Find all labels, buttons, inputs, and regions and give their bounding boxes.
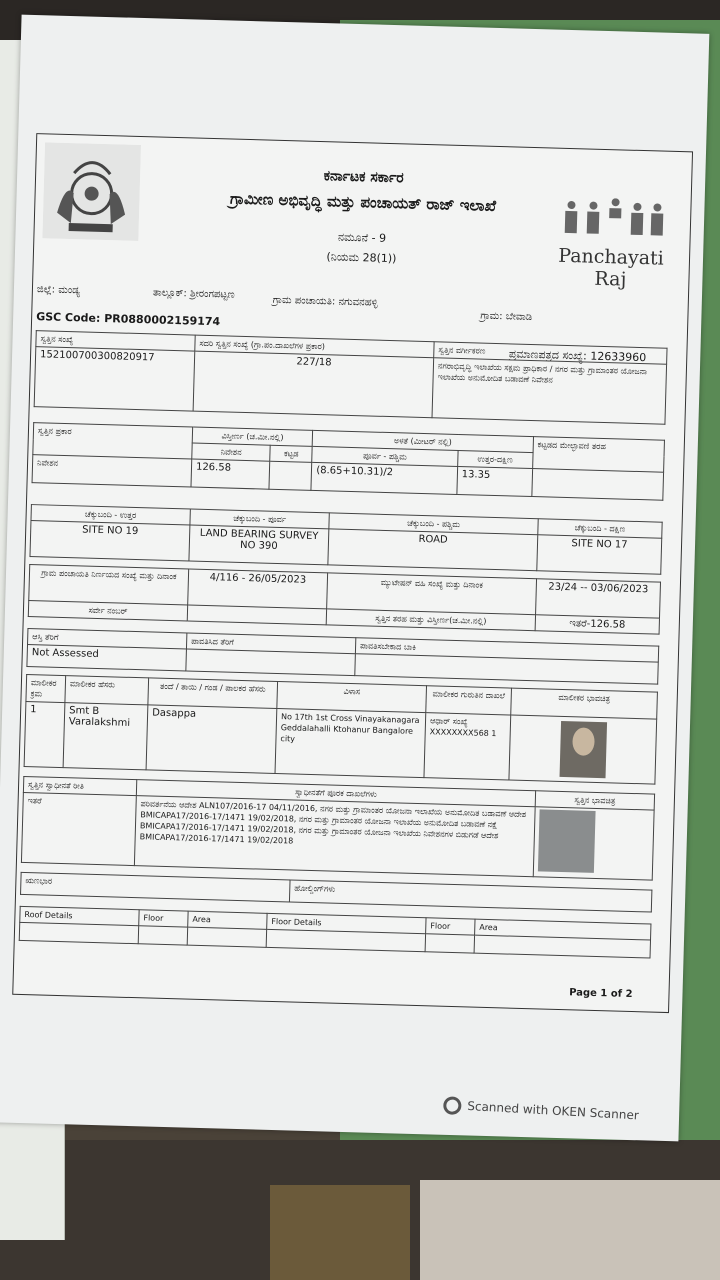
owner-table: [24, 674, 658, 785]
dept-title: ಗ್ರಾಮೀಣ ಅಭಿವೃದ್ಧಿ ಮತ್ತು ಪಂಚಾಯತ್ ರಾಜ್ ಇಲಾಖೆ: [229, 189, 497, 215]
header-north: ಚೆಕ್ಕುಬಂದಿ - ಉತ್ತರ: [31, 505, 190, 525]
east-boundary: LAND BEARING SURVEY NO 390: [189, 525, 329, 565]
header-liabilities: ಋಣಭಾರ: [21, 872, 291, 902]
liability-table: [20, 872, 652, 913]
header-classification: ಸ್ವತ್ತಿನ ವರ್ಗೀಕರಣ: [434, 342, 667, 364]
header-owner-name: ಮಾಲೀಕರ ಹೆಸರು: [65, 676, 149, 705]
document-page: [0, 15, 709, 1142]
header-west: ಚೆಕ್ಕುಬಂದಿ - ಪಶ್ಚಿಮ: [329, 513, 538, 535]
property-id-table: [34, 330, 668, 425]
boundaries-table: [29, 504, 662, 575]
east-west-dimension: (8.65+10.31)/2: [311, 462, 457, 494]
header-east-west: ಪೂರ್ವ - ಪಶ್ಚಿಮ: [312, 446, 458, 466]
classification: ನಗರಾಭಿವೃದ್ಧಿ ಇಲಾಖೆಯ ಸಕ್ಷಮ ಪ್ರಾಧಿಕಾರ / ನಗರ ಮತ್ತು ಗ್ರಾಮಾಂತರ ಯೋಜನಾ ಇಲಾಖೆಯ ಅನುಮೋದಿತ ಬಡಾವಣೆ ನಿವೇಶನ: [432, 358, 667, 424]
owner-photo-cell: [509, 715, 657, 784]
header-holdings: ಹೋಲ್ಡಿಂಗ್‌ಗಳು: [289, 880, 651, 912]
rule-number: (ನಿಯಮ 28(1)): [326, 250, 397, 266]
property-photo: [538, 809, 596, 873]
area-right-cell: [474, 935, 650, 958]
survey-number: 227/18: [193, 351, 434, 418]
header-floor-right: Floor: [426, 918, 475, 935]
gsc-code: GSC Code: PR0880002159174: [35, 310, 221, 329]
roof-details-cell: [19, 922, 138, 943]
acquisition-method: ಇತರೆ: [21, 792, 136, 865]
header-survey-number: ಸದರಿ ಸ್ವತ್ತಿನ ಸಂಖ್ಯೆ (ಗ್ರಾ.ಪಂ.ದಾಖಲೆಗಳ ಪ್ರಕಾರ): [195, 335, 434, 358]
header-property-kind: ಸ್ವತ್ತಿನ ತರಹ ಮತ್ತು ವಿಸ್ತೀರ್ಣ(ಚ.ಮೀ.ನಲ್ಲಿ): [326, 609, 535, 631]
owner-photo: [559, 721, 607, 778]
header-tax: ಆಸ್ತಿ ತೆರಿಗೆ: [28, 629, 187, 649]
certificate-number: ಪ್ರಮಾಣಪತ್ರದ ಸಂಖ್ಯೆ: 12633960: [508, 347, 647, 365]
site-area: 126.58: [191, 459, 270, 489]
header-site: ನಿವೇಶನ: [192, 443, 271, 461]
owner-address: No 17th 1st Cross Vinayakanagara Geddalahalli Ktohanur Bangalore city: [275, 709, 426, 778]
header-acquisition: ಸ್ವತ್ತಿನ ಸ್ವಾಧೀನತೆ ರೀತಿ: [23, 776, 136, 795]
north-south-dimension: 13.35: [457, 466, 533, 496]
property-kind: ಇತರೆ-126.58: [535, 615, 659, 634]
owner-no: 1: [24, 701, 65, 767]
header-property-number: ಸ್ವತ್ತಿನ ಸಂಖ್ಯೆ: [36, 331, 195, 351]
logo-text: Panchayati Raj: [558, 244, 665, 291]
resolution-table: [28, 564, 661, 635]
header-floor-left: Floor: [139, 910, 188, 927]
west-boundary: ROAD: [328, 529, 538, 571]
scanner-logo-icon: [443, 1096, 462, 1115]
header-resolution: ಗ್ರಾಮ ಪಂಚಾಯತಿ ನಿರ್ಣಯದ ಸಂಖ್ಯೆ ಮತ್ತು ದಿನಾಂಕ: [29, 565, 189, 605]
background-floor: [420, 1180, 720, 1280]
background-cloth: [270, 1185, 410, 1280]
header-survey-no: ಸರ್ವೇ ನಂಬರ್: [28, 601, 187, 621]
header-area-left: Area: [188, 911, 267, 929]
header-mutation: ಮ್ಯುಟೇಷನ್ ವಹಿ ಸಂಖ್ಯೆ ಮತ್ತು ದಿನಾಂಕ: [327, 573, 537, 615]
header-owner-no: ಮಾಲೀಕರ ಕ್ರಮ: [26, 675, 66, 703]
floor-right-cell: [425, 934, 474, 953]
scanner-watermark: [443, 1096, 639, 1125]
certificate-form: [12, 133, 693, 1013]
property-number: 152100700300820917: [34, 347, 195, 411]
header-building: ಕಟ್ಟಡ: [270, 445, 312, 462]
scanner-text: Scanned with OKEN Scanner: [466, 1098, 640, 1123]
header-due: ಪಾವತಿಸಬೇಕಾದ ಬಾಕಿ: [355, 638, 658, 662]
roof-type: [532, 469, 664, 501]
header-father-name: ತಂದೆ / ತಾಯಿ / ಗಂಡ / ಪಾಲಕರ ಹೆಸರು: [148, 678, 278, 709]
resolution: 4/116 - 26/05/2023: [188, 569, 328, 609]
acquisition-table: [21, 776, 655, 881]
village: ಗ್ರಾಮ: ಬೇವಾಡಿ: [480, 310, 533, 323]
header-address: ವಿಳಾಸ: [277, 682, 427, 713]
floor-left-cell: [138, 926, 187, 945]
header-owner-photo: ಮಾಲೀಕರ ಭಾವಚಿತ್ರ: [511, 688, 658, 719]
header-area-right: Area: [475, 919, 651, 940]
header-area: ವಿಸ್ತೀರ್ಣ (ಚ.ಮೀ.ನಲ್ಲಿ): [192, 427, 313, 446]
header-owner-id: ಮಾಲೀಕರ ಗುರುತಿನ ದಾಖಲೆ: [426, 686, 512, 715]
owner-id: ಆಧಾರ್ ಸಂಖ್ಯೆ XXXXXXXX568 1: [424, 713, 511, 780]
survey-no: [187, 605, 326, 625]
page-number: Page 1 of 2: [569, 987, 633, 1001]
tax-status: Not Assessed: [27, 645, 187, 671]
property-dimensions-table: [32, 422, 665, 501]
south-boundary: SITE NO 17: [537, 535, 662, 574]
form-number: ನಮೂನೆ - 9: [337, 230, 387, 245]
header-property-photo: ಸ್ವತ್ತಿನ ಭಾವಚಿತ್ರ: [535, 791, 654, 810]
header-roof-details: Roof Details: [20, 906, 139, 925]
area-left-cell: [187, 927, 266, 947]
header-documents: ಸ್ವಾಧೀನತೆಗೆ ಪೂರಕ ದಾಖಲೆಗಳು: [136, 780, 535, 807]
header-floor-details: Floor Details: [267, 913, 426, 933]
govt-title: ಕರ್ನಾಟಕ ಸರ್ಕಾರ: [323, 168, 404, 187]
father-name: Dasappa: [146, 705, 277, 774]
header-north-south: ಉತ್ತರ-ದಕ್ಷಿಣ: [457, 450, 532, 468]
gram-panchayat: ಗ್ರಾಮ ಪಂಚಾಯತಿ: ನಗುವನಹಳ್ಳಿ: [272, 294, 378, 309]
header-south: ಚೆಕ್ಕುಬಂದಿ - ದಕ್ಷಿಣ: [538, 519, 662, 538]
mutation: 23/24 -- 03/06/2023: [536, 579, 661, 618]
owner-name: Smt B Varalakshmi: [63, 703, 148, 770]
header-property-type: ಸ್ವತ್ತಿನ ಪ್ರಕಾರ: [33, 423, 193, 459]
tax-paid: [186, 649, 356, 676]
acquisition-documents: ಪರಿವರ್ತನೆಯ ಆದೇಶ ALN107/2016-17 04/11/2016, ನಗರ ಮತ್ತು ಗ್ರಾಮಾಂತರ ಯೋಜನಾ ಇಲಾಖೆಯ ಅನುಮೋದಿತ ಬಡಾವಣೆ ಆದೇಶ BMICAPA17/2016-17/1471 19/02/2018, ನಗರ ಮತ್ತು ಗ್ರಾಮಾಂತರ ಯೋಜನಾ ಇಲಾಖೆಯ ಅನುಮೋದಿತ ಬಡಾವಣೆ ನಕ್ಷೆ BMICAPA17/2016-17/1471 19/02/2018, ನಗರ ಮತ್ತು ಗ್ರಾಮಾಂತರ ಯೋಜನಾ ಇಲಾಖೆಯ ನಿವೇಶನಗಳ ಬಿಡುಗಡೆ ಆದೇಶ BMICAPA17/2016-17/1471 19/02/2018: [134, 796, 535, 877]
north-boundary: SITE NO 19: [30, 521, 190, 561]
header-building-roof: ಕಟ್ಟಡದ ಮೇಲ್ಛಾವಣಿ ತರಹ: [532, 437, 664, 473]
property-photo-cell: [533, 807, 654, 880]
building-area: [269, 461, 312, 490]
panchayati-raj-logo: [550, 197, 672, 291]
property-type: ನಿವೇಶನ: [32, 455, 192, 487]
floor-details-table: [19, 906, 652, 959]
floor-details-cell: [266, 929, 425, 951]
header-east: ಚೆಕ್ಕುಬಂದಿ - ಪೂರ್ವ: [190, 509, 329, 529]
district: ಜಿಲ್ಲೆ: ಮಂಡ್ಯ: [36, 284, 81, 297]
panchayati-raj-people-icon: [557, 197, 668, 240]
header-paid: ಪಾವತಿಸಿದ ತೆರಿಗೆ: [186, 633, 355, 654]
taluk: ತಾಲ್ಲೂಕ್: ಶ್ರೀರಂಗಪಟ್ಟಣ: [152, 287, 235, 301]
header-dimensions: ಅಳತೆ (ಮೀಟರ್ ನಲ್ಲಿ): [312, 430, 533, 452]
